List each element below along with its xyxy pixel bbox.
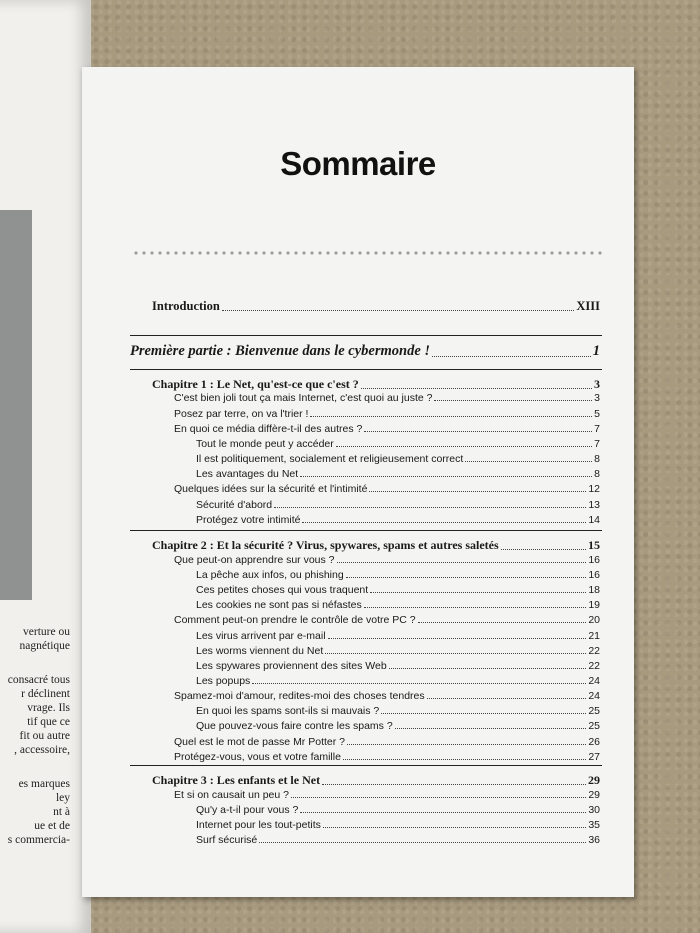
toc-entry-l1	[174, 736, 600, 748]
toc-entry-page: 3	[594, 377, 600, 391]
toc-dot-leader	[370, 592, 586, 593]
facing-text-line: fit ou autre	[19, 730, 70, 742]
toc-entry-label: Qu'y a-t-il pour vous ?	[196, 804, 299, 816]
toc-entry-label: Posez par terre, on va l'trier !	[174, 408, 309, 420]
toc-dot-leader	[323, 827, 586, 828]
toc-entry-label: Les avantages du Net	[196, 468, 299, 480]
toc-entry-label: Quelques idées sur la sécurité et l'intimité	[174, 483, 368, 495]
toc-dot-leader	[343, 759, 586, 760]
toc-entry-label: Tout le monde peut y accéder	[196, 438, 334, 450]
toc-entry-chap	[152, 538, 600, 553]
toc-entry-page: 13	[588, 499, 600, 511]
toc-entry-l2	[196, 499, 600, 511]
toc-entry-label: Les cookies ne sont pas si néfastes	[196, 599, 362, 611]
toc-entry-l2	[196, 675, 600, 687]
toc-entry-l2	[196, 514, 600, 526]
toc-entry-label: Introduction	[152, 299, 220, 313]
toc-entry-part	[130, 343, 600, 360]
toc-entry-label: En quoi ce média diffère-t-il des autres ?	[174, 423, 363, 435]
facing-text-line: es marques	[18, 778, 70, 790]
toc-dot-leader	[432, 356, 591, 357]
toc-entry-page: 22	[588, 645, 600, 657]
toc-entry-l2	[196, 819, 600, 831]
toc-entry-label: Surf sécurisé	[196, 834, 258, 846]
toc-entry-l1	[174, 392, 600, 404]
toc-entry-label: Chapitre 1 : Le Net, qu'est-ce que c'est ?	[152, 377, 359, 391]
toc-entry-label: Les spywares proviennent des sites Web	[196, 660, 387, 672]
toc-entry-l1	[174, 483, 600, 495]
toc-entry-l1	[174, 751, 600, 763]
toc-entry-page: 16	[588, 569, 600, 581]
toc-entry-l2	[196, 453, 600, 465]
toc-entry-l2	[196, 660, 600, 672]
toc-dot-leader	[322, 784, 586, 785]
toc-entry-label: Que peut-on apprendre sur vous ?	[174, 554, 335, 566]
section-divider	[130, 765, 602, 766]
facing-text-block	[0, 777, 70, 847]
toc-entry-label: Que pouvez-vous faire contre les spams ?	[196, 720, 393, 732]
toc-entry-label: Chapitre 2 : Et la sécurité ? Virus, spywares, spams et autres saletés	[152, 538, 499, 552]
toc-dot-leader	[364, 607, 587, 608]
section-divider	[130, 530, 602, 531]
toc-entry-label: Internet pour les tout-petits	[196, 819, 321, 831]
toc-entry-l1	[174, 690, 600, 702]
page-title: Sommaire	[280, 145, 436, 182]
toc-entry-page: 30	[588, 804, 600, 816]
toc-entry-l2	[196, 705, 600, 717]
toc-entry-l2	[196, 438, 600, 450]
dotted-rule	[132, 251, 602, 255]
toc-entry-page: 16	[588, 554, 600, 566]
toc-entry-l2	[196, 834, 600, 846]
toc-dot-leader	[389, 668, 587, 669]
toc-dot-leader	[346, 577, 587, 578]
toc-dot-leader	[337, 562, 587, 563]
facing-page	[0, 0, 91, 933]
facing-text-line: s commercia-	[7, 834, 70, 846]
toc-entry-page: 27	[588, 751, 600, 763]
toc-entry-l1	[174, 614, 600, 626]
toc-entry-l1	[174, 408, 600, 420]
toc-dot-leader	[291, 797, 586, 798]
toc-entry-page: 7	[594, 423, 600, 435]
toc-dot-leader	[328, 638, 587, 639]
toc-entry-page: 18	[588, 584, 600, 596]
toc-dot-leader	[259, 842, 586, 843]
toc-entry-page: 22	[588, 660, 600, 672]
facing-text-line: ley	[55, 792, 70, 804]
toc-entry-label: En quoi les spams sont-ils si mauvais ?	[196, 705, 380, 717]
toc-dot-leader	[465, 461, 592, 462]
toc-entry-label: Chapitre 3 : Les enfants et le Net	[152, 773, 321, 787]
toc-entry-page: 7	[594, 438, 600, 450]
toc-entry-label: Première partie : Bienvenue dans le cybermonde !	[130, 343, 431, 359]
toc-entry-page: 14	[588, 514, 600, 526]
toc-entry-label: Quel est le mot de passe Mr Potter ?	[174, 736, 345, 748]
facing-text-line: nagnétique	[19, 640, 70, 652]
toc-entry-l1	[174, 423, 600, 435]
toc-entry-l2	[196, 468, 600, 480]
toc-dot-leader	[347, 744, 586, 745]
toc-dot-leader	[300, 812, 586, 813]
toc-entry-page: 8	[594, 468, 600, 480]
toc-entry-page: 20	[588, 614, 600, 626]
toc-dot-leader	[325, 653, 586, 654]
toc-entry-l2	[196, 584, 600, 596]
facing-text-line: consacré tous	[7, 674, 70, 686]
toc-entry-label: Protégez votre intimité	[196, 514, 301, 526]
toc-entry-label: Sécurité d'abord	[196, 499, 273, 511]
toc-entry-label: C'est bien joli tout ça mais Internet, c'est quoi au juste ?	[174, 392, 433, 404]
toc-entry-l2	[196, 599, 600, 611]
toc-entry-page: 3	[594, 392, 600, 404]
toc-entry-page: 25	[588, 705, 600, 717]
toc-entry-l2	[196, 569, 600, 581]
book-page	[82, 67, 634, 897]
toc-entry-label: Et si on causait un peu ?	[174, 789, 289, 801]
facing-text-block	[0, 673, 70, 757]
toc-entry-page: 24	[588, 675, 600, 687]
facing-text-line: verture ou	[23, 626, 70, 638]
facing-text-line: r déclinent	[21, 688, 70, 700]
toc-dot-leader	[364, 431, 592, 432]
toc-dot-leader	[418, 622, 587, 623]
facing-page-photo	[0, 210, 32, 600]
facing-text-line: , accessoire,	[14, 744, 70, 756]
toc-dot-leader	[336, 446, 592, 447]
toc-entry-label: Spamez-moi d'amour, redites-moi des choses tendres	[174, 690, 425, 702]
toc-entry-label: Protégez-vous, vous et votre famille	[174, 751, 341, 763]
toc-entry-label: Les virus arrivent par e-mail	[196, 630, 326, 642]
toc-entry-page: 8	[594, 453, 600, 465]
facing-text-line: nt à	[53, 806, 70, 818]
toc-dot-leader	[252, 683, 586, 684]
toc-entry-l2	[196, 630, 600, 642]
toc-entry-page: 36	[588, 834, 600, 846]
toc-entry-label: Les worms viennent du Net	[196, 645, 324, 657]
facing-page-text	[0, 625, 70, 867]
section-divider	[130, 369, 602, 370]
toc-dot-leader	[427, 698, 587, 699]
section-divider	[130, 335, 602, 336]
toc-dot-leader	[274, 507, 586, 508]
toc-entry-l2	[196, 645, 600, 657]
toc-entry-l1	[174, 554, 600, 566]
toc-dot-leader	[302, 522, 586, 523]
toc-entry-page: 24	[588, 690, 600, 702]
facing-text-line: vrage. Ils	[27, 702, 70, 714]
toc-dot-leader	[222, 310, 575, 311]
toc-entry-label: Ces petites choses qui vous traquent	[196, 584, 369, 596]
toc-entry-l1	[174, 789, 600, 801]
toc-dot-leader	[361, 388, 592, 389]
toc-entry-label: Il est politiquement, socialement et religieusement correct	[196, 453, 464, 465]
toc-entry-page: 15	[588, 538, 600, 552]
toc-dot-leader	[369, 491, 586, 492]
toc-entry-label: La pêche aux infos, ou phishing	[196, 569, 344, 581]
toc-dot-leader	[395, 728, 587, 729]
toc-entry-intro	[152, 299, 600, 314]
toc-entry-page: 21	[588, 630, 600, 642]
toc-entry-l2	[196, 720, 600, 732]
toc-entry-page: 19	[588, 599, 600, 611]
toc-entry-l2	[196, 804, 600, 816]
facing-text-block	[0, 625, 70, 653]
facing-text-line: tif que ce	[27, 716, 70, 728]
toc-dot-leader	[300, 476, 592, 477]
facing-text-line: ue et de	[34, 820, 70, 832]
toc-dot-leader	[310, 416, 592, 417]
toc-entry-chap	[152, 377, 600, 392]
toc-entry-page: 12	[588, 483, 600, 495]
toc-entry-page: 25	[588, 720, 600, 732]
toc-entry-page: 29	[588, 789, 600, 801]
toc-entry-page: 29	[588, 773, 600, 787]
toc-entry-label: Comment peut-on prendre le contrôle de votre PC ?	[174, 614, 416, 626]
toc-entry-page: 26	[588, 736, 600, 748]
toc-dot-leader	[434, 400, 592, 401]
toc-entry-chap	[152, 773, 600, 788]
toc-dot-leader	[381, 713, 586, 714]
toc-entry-label: Les popups	[196, 675, 251, 687]
toc-dot-leader	[501, 549, 586, 550]
toc-entry-page: 35	[588, 819, 600, 831]
toc-entry-page: 5	[594, 408, 600, 420]
toc-entry-page: XIII	[576, 299, 600, 313]
toc-entry-page: 1	[592, 343, 600, 359]
